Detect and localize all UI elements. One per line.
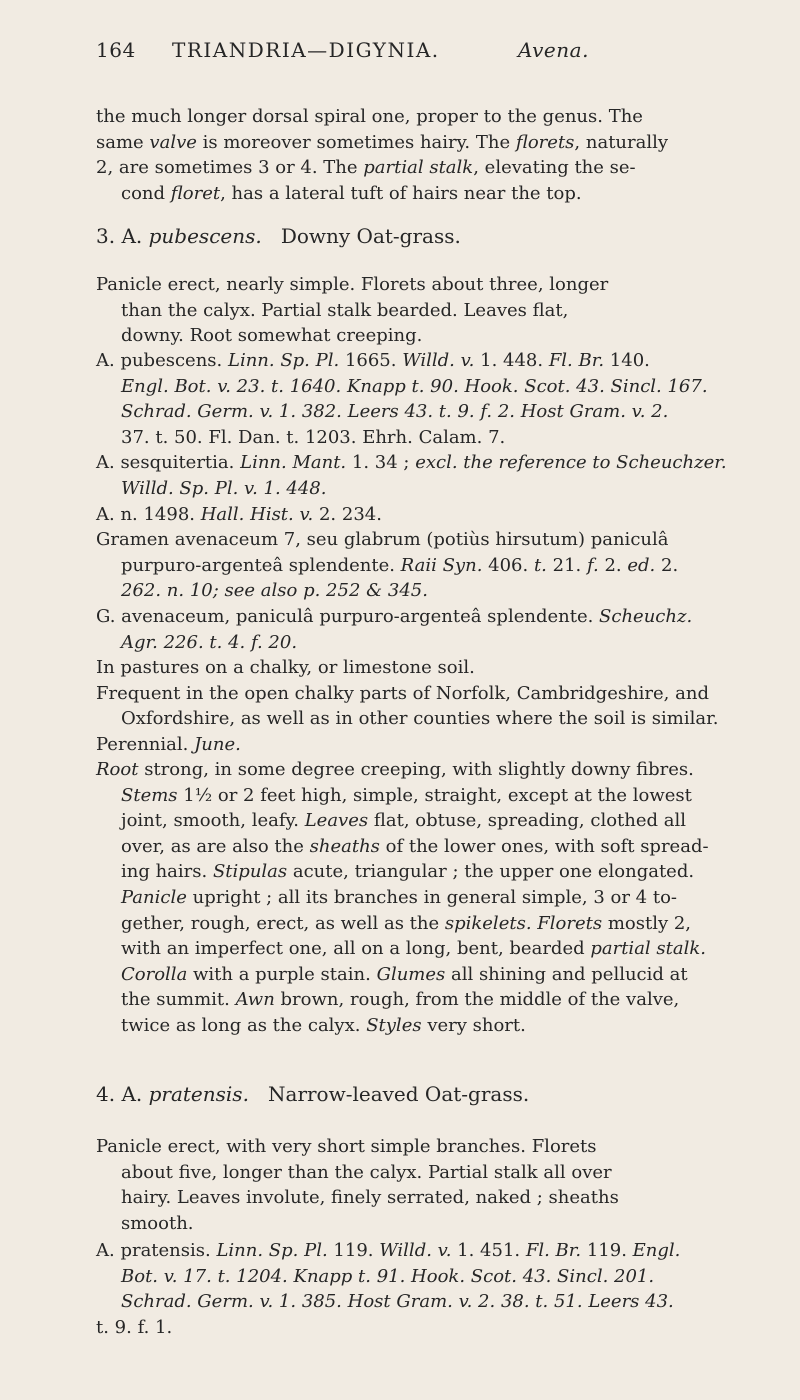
synonym-line: A. n. 1498. Hall. Hist. v. 2. 234. [96,503,382,525]
species-4-synonyms [96,1238,736,1340]
species-heading: 3. A. pubescens. Downy Oat-grass. [96,224,461,248]
synonym-line: A. pubescens. Linn. Sp. Pl. 1665. Willd. v. 1. 448. Fl. Br. 140. [96,350,650,371]
species-3-description [96,757,736,1039]
text-line: the summit. Awn brown, rough, from the middle of the valve, [121,989,680,1011]
intro-paragraph [96,104,736,206]
text-line: Perennial. June. [96,733,241,755]
text-line: hairy. Leaves involute, finely serrated, naked ; sheaths [121,1187,619,1209]
text-line: ing hairs. Stipulas acute, triangular ; the upper one elongated. [121,861,695,883]
synonym-line: G. avenaceum, paniculâ purpuro-argenteâ splendente. Scheuchz. [96,605,693,627]
text-line: downy. Root somewhat creeping. [121,325,423,347]
text-line: 2, are sometimes 3 or 4. The partial stalk, elevating the se- [96,157,636,179]
text-line: Oxfordshire, as well as in other counties where the soil is similar. [121,708,719,730]
text-line: than the calyx. Partial stalk bearded. Leaves flat, [121,299,569,321]
synonym-line: Willd. Sp. Pl. v. 1. 448. [121,477,327,499]
text-line: same valve is moreover sometimes hairy. The florets, naturally [96,131,669,153]
genus-name: Avena. [518,38,589,62]
text-line: cond floret, has a lateral tuft of hairs near the top. [121,182,582,204]
synonym-line: 262. n. 10; see also p. 252 & 345. [121,580,428,602]
synonym-line: Agr. 226. t. 4. f. 20. [121,631,298,653]
species-3-habitat [96,655,736,757]
species-3-character [96,272,736,349]
text-line: the much longer dorsal spiral one, proper to the genus. The [96,106,643,127]
species-heading: 4. A. pratensis. Narrow-leaved Oat-grass. [96,1082,530,1106]
synonym-line: purpuro-argenteâ splendente. Raii Syn. 406. t. 21. f. 2. ed. 2. [121,554,679,576]
species-3-synonyms [96,348,736,655]
synonym-line: 37. t. 50. Fl. Dan. t. 1203. Ehrh. Calam. 7. [121,426,506,448]
text-line: Panicle erect, with very short simple branches. Florets [96,1136,597,1157]
text-line: Frequent in the open chalky parts of Norfolk, Cambridgeshire, and [96,682,709,704]
text-line: over, as are also the sheaths of the lower ones, with soft spread- [121,835,709,857]
text-line: joint, smooth, leafy. Leaves flat, obtuse, spreading, clothed all [121,810,687,832]
text-line: smooth. [121,1212,194,1234]
text-line: Corolla with a purple stain. Glumes all shining and pellucid at [121,963,688,985]
text-line: Stems 1½ or 2 feet high, simple, straight, except at the lowest [121,784,692,806]
species-3-entry [96,224,736,250]
text-line: Panicle erect, nearly simple. Florets about three, longer [96,274,609,295]
synonym-line: Gramen avenaceum 7, seu glabrum (potiùs hirsutum) paniculâ [96,529,669,551]
species-4-character [96,1134,736,1236]
text-line: gether, rough, erect, as well as the spikelets. Florets mostly 2, [121,912,692,934]
synonym-line: A. pratensis. Linn. Sp. Pl. 119. Willd. v. 1. 451. Fl. Br. 119. Engl. [96,1240,681,1261]
synonym-line: t. 9. f. 1. [96,1316,173,1338]
synonym-line: Bot. v. 17. t. 1204. Knapp t. 91. Hook. Scot. 43. Sincl. 201. [121,1265,655,1287]
synonym-line: Engl. Bot. v. 23. t. 1640. Knapp t. 90. Hook. Scot. 43. Sincl. 167. [121,375,708,397]
text-line: In pastures on a chalky, or limestone soil. [96,657,475,678]
synonym-line: Schrad. Germ. v. 1. 382. Leers 43. t. 9. f. 2. Host Gram. v. 2. [121,401,669,423]
running-header [96,38,696,68]
text-line: Root strong, in some degree creeping, with slightly downy fibres. [96,759,694,780]
page-number: 164 [96,38,136,62]
text-line: with an imperfect one, all on a long, bent, bearded partial stalk. [121,938,706,960]
text-line: about five, longer than the calyx. Partial stalk all over [121,1161,612,1183]
text-line: Panicle upright ; all its branches in general simple, 3 or 4 to- [121,886,677,908]
running-title: TRIANDRIA—DIGYNIA. [172,38,440,62]
synonym-line: A. sesquitertia. Linn. Mant. 1. 34 ; excl. the reference to Scheuchzer. [96,452,727,474]
synonym-line: Schrad. Germ. v. 1. 385. Host Gram. v. 2. 38. t. 51. Leers 43. [121,1291,674,1313]
species-4-entry [96,1082,736,1108]
text-line: twice as long as the calyx. Styles very short. [121,1014,526,1036]
